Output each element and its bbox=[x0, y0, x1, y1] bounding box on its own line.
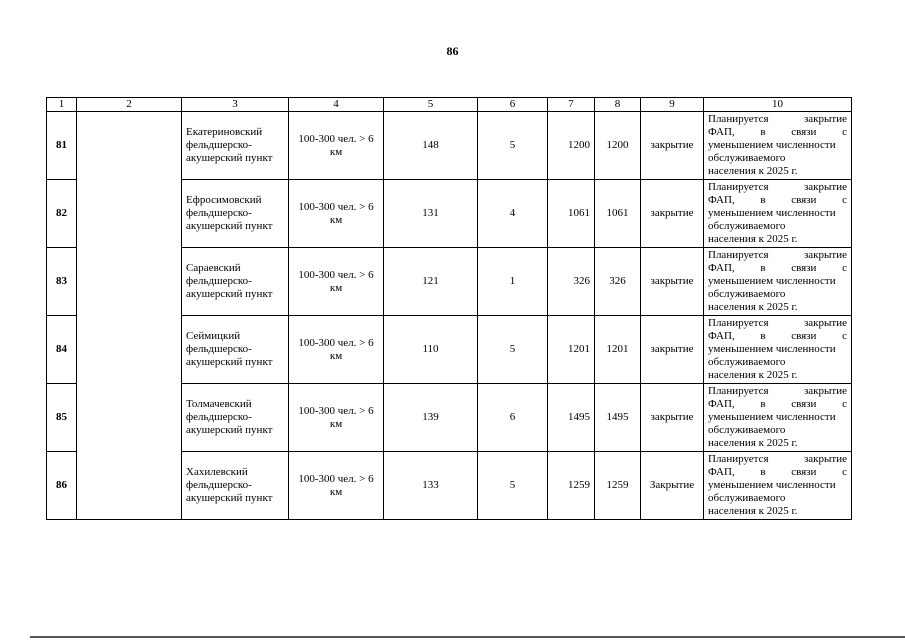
facility-name-line: фельдшерско- bbox=[186, 275, 252, 287]
category-cell bbox=[289, 384, 384, 452]
note-word: ФАП, bbox=[708, 398, 735, 410]
note-cell bbox=[704, 180, 852, 248]
note-line: населения к 2025 г. bbox=[708, 369, 798, 381]
value-col5: 121 bbox=[384, 248, 478, 316]
note-word: ФАП, bbox=[708, 466, 735, 478]
facility-name-line: фельдшерско- bbox=[186, 479, 252, 491]
category-line: 100-300 чел. > 6 bbox=[298, 336, 374, 349]
note-word: связи bbox=[791, 126, 817, 138]
facility-name-line: Екатериновский bbox=[186, 126, 263, 138]
value-col6: 5 bbox=[478, 316, 548, 384]
note-word: закрытие bbox=[803, 249, 847, 261]
header-cell: 3 bbox=[182, 98, 289, 112]
note-word: ФАП, bbox=[708, 262, 735, 274]
category-line: 100-300 чел. > 6 bbox=[298, 200, 374, 213]
action-cell: закрытие bbox=[641, 384, 704, 452]
row-number: 86 bbox=[47, 452, 77, 520]
note-line: обслуживаемого bbox=[708, 356, 786, 368]
facility-name bbox=[182, 112, 289, 180]
note-cell bbox=[704, 316, 852, 384]
note-cell bbox=[704, 248, 852, 316]
value-col7: 1259 bbox=[548, 452, 595, 520]
note-word: в bbox=[760, 466, 766, 478]
category-cell bbox=[289, 180, 384, 248]
note-word: ФАП, bbox=[708, 126, 735, 138]
facility-name-line: акушерский пункт bbox=[186, 152, 273, 164]
value-col7: 1495 bbox=[548, 384, 595, 452]
value-col6: 4 bbox=[478, 180, 548, 248]
note-word: в bbox=[760, 330, 766, 342]
facility-name bbox=[182, 248, 289, 316]
category-line: 100-300 чел. > 6 bbox=[298, 404, 374, 417]
category-line: км bbox=[329, 349, 343, 362]
category-cell bbox=[289, 316, 384, 384]
header-cell: 4 bbox=[289, 98, 384, 112]
page-bottom-rule bbox=[30, 636, 905, 638]
note-line: населения к 2025 г. bbox=[708, 437, 798, 449]
value-col5: 133 bbox=[384, 452, 478, 520]
note-word: Планируется bbox=[708, 385, 769, 397]
note-line: обслуживаемого bbox=[708, 152, 786, 164]
value-col8: 1201 bbox=[595, 316, 641, 384]
facility-name bbox=[182, 180, 289, 248]
note-word: связи bbox=[791, 330, 817, 342]
facility-name-line: фельдшерско- bbox=[186, 139, 252, 151]
value-col5: 148 bbox=[384, 112, 478, 180]
facility-name-line: Хахилевский bbox=[186, 466, 248, 478]
note-word: Планируется bbox=[708, 249, 769, 261]
note-line: населения к 2025 г. bbox=[708, 301, 798, 313]
note-word: с bbox=[842, 126, 847, 138]
value-col8: 1259 bbox=[595, 452, 641, 520]
note-line: населения к 2025 г. bbox=[708, 233, 798, 245]
note-word: связи bbox=[791, 398, 817, 410]
table-row bbox=[47, 112, 852, 180]
facility-name bbox=[182, 384, 289, 452]
category-line: 100-300 чел. > 6 bbox=[298, 268, 374, 281]
facility-name-line: акушерский пункт bbox=[186, 356, 273, 368]
category-line: км bbox=[329, 213, 343, 226]
facility-name bbox=[182, 452, 289, 520]
value-col8: 1495 bbox=[595, 384, 641, 452]
action-cell: закрытие bbox=[641, 112, 704, 180]
note-line: обслуживаемого bbox=[708, 492, 786, 504]
note-word: связи bbox=[791, 262, 817, 274]
header-cell: 6 bbox=[478, 98, 548, 112]
note-line: обслуживаемого bbox=[708, 288, 786, 300]
note-word: в bbox=[760, 126, 766, 138]
header-cell: 10 bbox=[704, 98, 852, 112]
category-cell bbox=[289, 112, 384, 180]
note-line: населения к 2025 г. bbox=[708, 505, 798, 517]
note-word: Планируется bbox=[708, 113, 769, 125]
column-number-header bbox=[47, 98, 852, 112]
category-line: км bbox=[329, 145, 343, 158]
note-word: закрытие bbox=[803, 113, 847, 125]
category-cell bbox=[289, 452, 384, 520]
value-col8: 1061 bbox=[595, 180, 641, 248]
note-line: обслуживаемого bbox=[708, 424, 786, 436]
value-col5: 110 bbox=[384, 316, 478, 384]
note-line: уменьшением численности bbox=[708, 139, 836, 151]
note-line: уменьшением численности bbox=[708, 207, 836, 219]
facility-name-line: фельдшерско- bbox=[186, 207, 252, 219]
note-word: с bbox=[842, 262, 847, 274]
header-cell: 9 bbox=[641, 98, 704, 112]
note-cell bbox=[704, 112, 852, 180]
note-cell bbox=[704, 452, 852, 520]
note-line: уменьшением численности bbox=[708, 411, 836, 423]
action-cell: закрытие bbox=[641, 316, 704, 384]
note-cell bbox=[704, 384, 852, 452]
category-line: км bbox=[329, 281, 343, 294]
note-word: ФАП, bbox=[708, 330, 735, 342]
facility-name bbox=[182, 316, 289, 384]
value-col6: 5 bbox=[478, 452, 548, 520]
note-line: уменьшением численности bbox=[708, 343, 836, 355]
category-line: 100-300 чел. > 6 bbox=[298, 132, 374, 145]
value-col7: 1200 bbox=[548, 112, 595, 180]
action-cell: закрытие bbox=[641, 180, 704, 248]
note-word: Планируется bbox=[708, 453, 769, 465]
facilities-table bbox=[46, 97, 852, 520]
note-word: в bbox=[760, 262, 766, 274]
value-col8: 326 bbox=[595, 248, 641, 316]
category-line: км bbox=[329, 417, 343, 430]
facility-name-line: Толмачевский bbox=[186, 398, 252, 410]
row-number: 83 bbox=[47, 248, 77, 316]
value-col7: 1201 bbox=[548, 316, 595, 384]
value-col6: 1 bbox=[478, 248, 548, 316]
note-word: Планируется bbox=[708, 181, 769, 193]
note-word: в bbox=[760, 398, 766, 410]
note-word: связи bbox=[791, 194, 817, 206]
note-word: закрытие bbox=[803, 453, 847, 465]
value-col5: 139 bbox=[384, 384, 478, 452]
header-cell: 7 bbox=[548, 98, 595, 112]
note-word: связи bbox=[791, 466, 817, 478]
category-line: км bbox=[329, 485, 343, 498]
note-word: Планируется bbox=[708, 317, 769, 329]
row-number: 82 bbox=[47, 180, 77, 248]
facility-name-line: акушерский пункт bbox=[186, 288, 273, 300]
facility-name-line: Сеймицкий bbox=[186, 330, 241, 342]
value-col6: 5 bbox=[478, 112, 548, 180]
value-col7: 1061 bbox=[548, 180, 595, 248]
note-word: закрытие bbox=[803, 181, 847, 193]
action-cell: закрытие bbox=[641, 248, 704, 316]
value-col5: 131 bbox=[384, 180, 478, 248]
note-word: с bbox=[842, 466, 847, 478]
value-col6: 6 bbox=[478, 384, 548, 452]
header-cell: 5 bbox=[384, 98, 478, 112]
note-word: закрытие bbox=[803, 317, 847, 329]
row-number: 85 bbox=[47, 384, 77, 452]
note-word: закрытие bbox=[803, 385, 847, 397]
note-line: уменьшением численности bbox=[708, 479, 836, 491]
note-word: с bbox=[842, 194, 847, 206]
facility-name-line: акушерский пункт bbox=[186, 492, 273, 504]
facility-name-line: акушерский пункт bbox=[186, 220, 273, 232]
page-number: 86 bbox=[446, 44, 459, 58]
note-line: обслуживаемого bbox=[708, 220, 786, 232]
district-cell bbox=[77, 112, 182, 520]
header-cell: 1 bbox=[47, 98, 77, 112]
action-cell: Закрытие bbox=[641, 452, 704, 520]
note-line: уменьшением численности bbox=[708, 275, 836, 287]
row-number: 81 bbox=[47, 112, 77, 180]
value-col8: 1200 bbox=[595, 112, 641, 180]
facility-name-line: фельдшерско- bbox=[186, 343, 252, 355]
note-word: ФАП, bbox=[708, 194, 735, 206]
row-number: 84 bbox=[47, 316, 77, 384]
note-word: с bbox=[842, 398, 847, 410]
header-cell: 2 bbox=[77, 98, 182, 112]
header-cell: 8 bbox=[595, 98, 641, 112]
facility-name-line: акушерский пункт bbox=[186, 424, 273, 436]
value-col7: 326 bbox=[548, 248, 595, 316]
note-line: населения к 2025 г. bbox=[708, 165, 798, 177]
facility-name-line: Сараевский bbox=[186, 262, 241, 274]
facility-name-line: фельдшерско- bbox=[186, 411, 252, 423]
note-word: с bbox=[842, 330, 847, 342]
note-word: в bbox=[760, 194, 766, 206]
category-cell bbox=[289, 248, 384, 316]
facility-name-line: Ефросимовский bbox=[186, 194, 262, 206]
category-line: 100-300 чел. > 6 bbox=[298, 472, 374, 485]
